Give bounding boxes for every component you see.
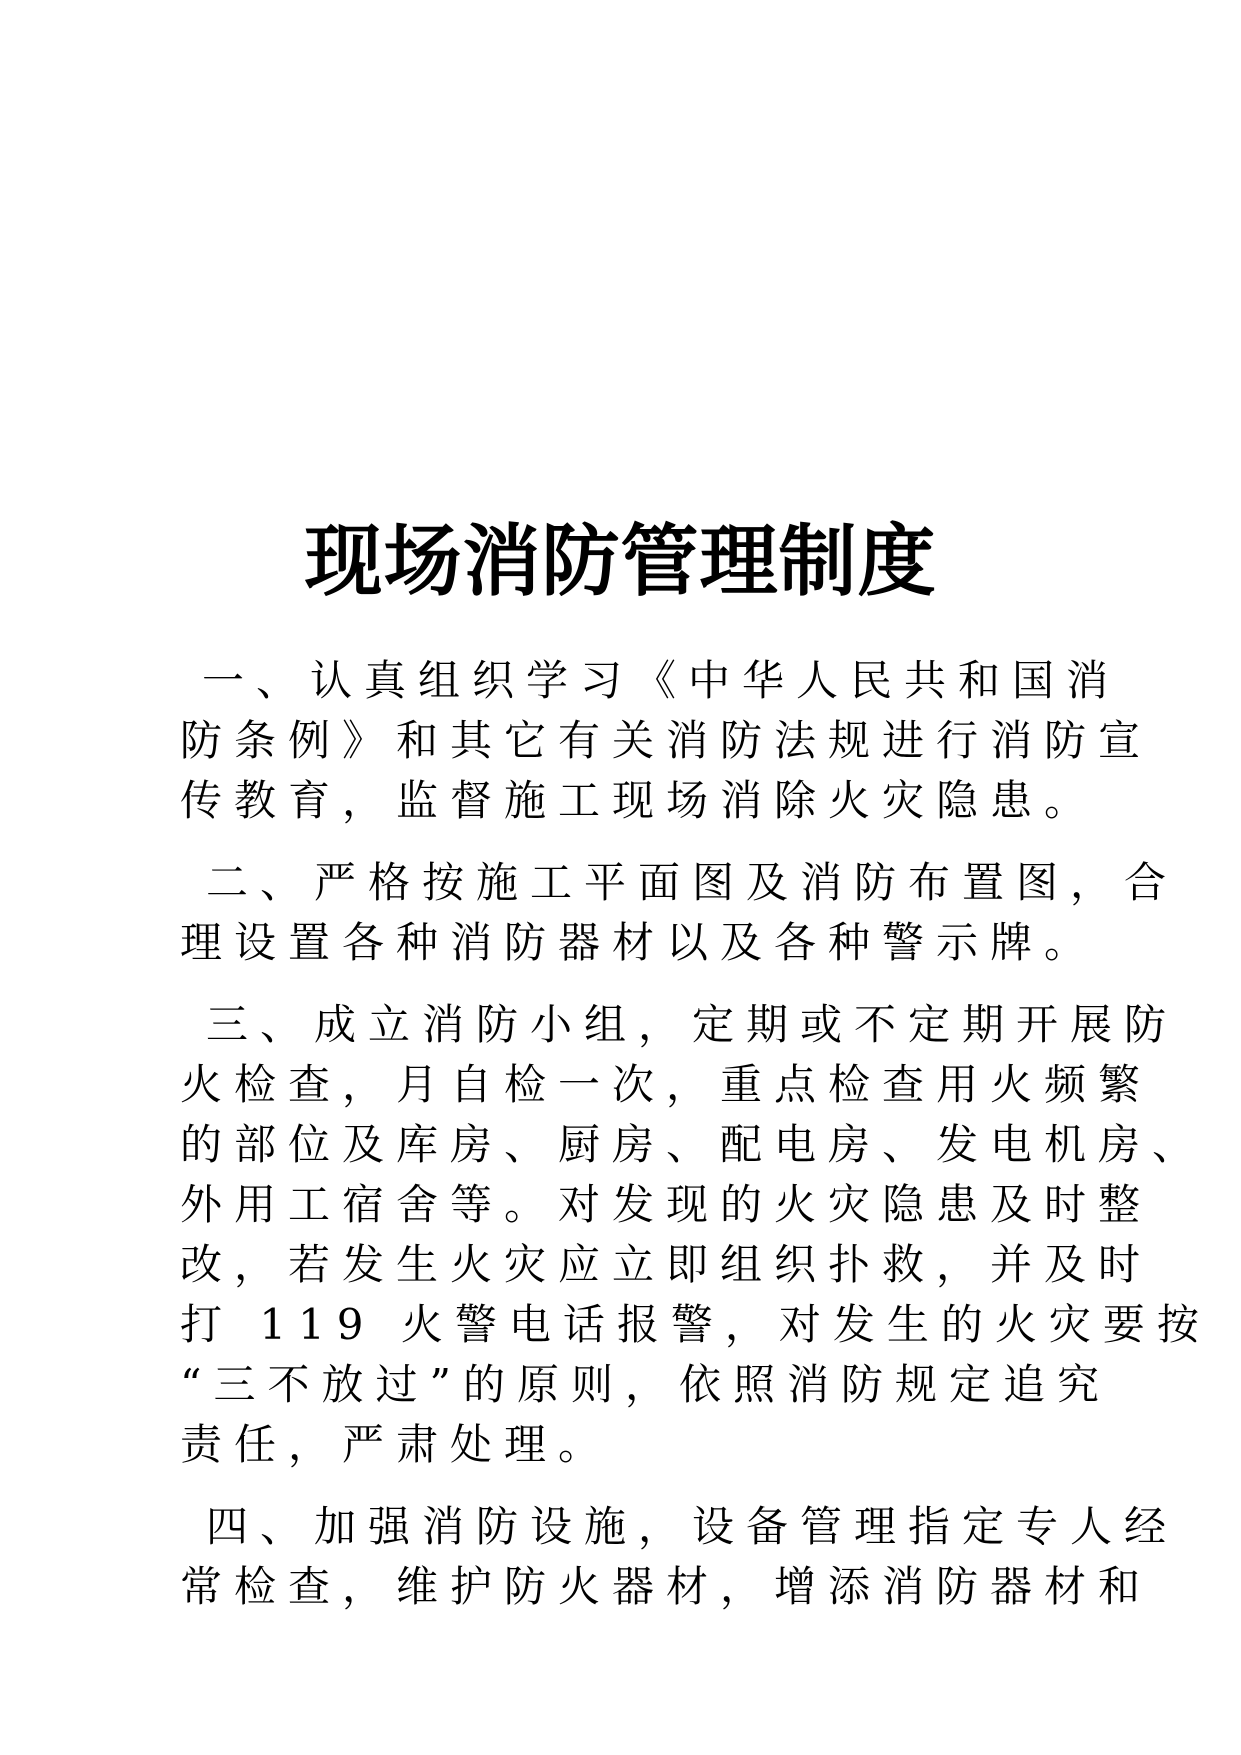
paragraph-line: 四、加强消防设施，设备管理指定专人经 (206, 1502, 1179, 1551)
paragraph-line: 打 119 火警电话报警，对发生的火灾要按 (180, 1300, 1211, 1349)
paragraph-line: 二、严格按施工平面图及消防布置图，合 (206, 858, 1179, 907)
paragraph-line: 改，若发生火灾应立即组织扑救，并及时 (180, 1240, 1153, 1289)
paragraph-line: 一、认真组织学习《中华人民共和国消 (202, 656, 1121, 705)
paragraph-line: 防条例》和其它有关消防法规进行消防宣 (180, 716, 1153, 765)
document-body (180, 651, 1211, 1617)
paragraph-line: 火检查，月自检一次，重点检查用火频繁 (180, 1060, 1153, 1109)
paragraph-line: 责任，严肃处理。 (180, 1420, 613, 1469)
paragraph-line: 三、成立消防小组，定期或不定期开展防 (206, 1000, 1179, 1049)
paragraph-2 (180, 853, 1179, 973)
paragraph-4 (180, 1497, 1179, 1617)
paragraph-line: 理设置各种消防器材以及各种警示牌。 (180, 918, 1099, 967)
paragraph-line: 外用工宿舍等。对发现的火灾隐患及时整 (180, 1180, 1153, 1229)
paragraph-1 (180, 651, 1153, 831)
paragraph-line: 传教育，监督施工现场消除火灾隐患。 (180, 776, 1099, 825)
paragraph-line: 的部位及库房、厨房、配电房、发电机房、 (180, 1120, 1207, 1169)
paragraph-3 (180, 995, 1211, 1475)
paragraph-line: “三不放过”的原则，依照消防规定追究 (180, 1360, 1111, 1409)
document-title: 现场消防管理制度 (304, 516, 937, 607)
paragraph-line: 常检查，维护防火器材，增添消防器材和 (180, 1562, 1153, 1611)
